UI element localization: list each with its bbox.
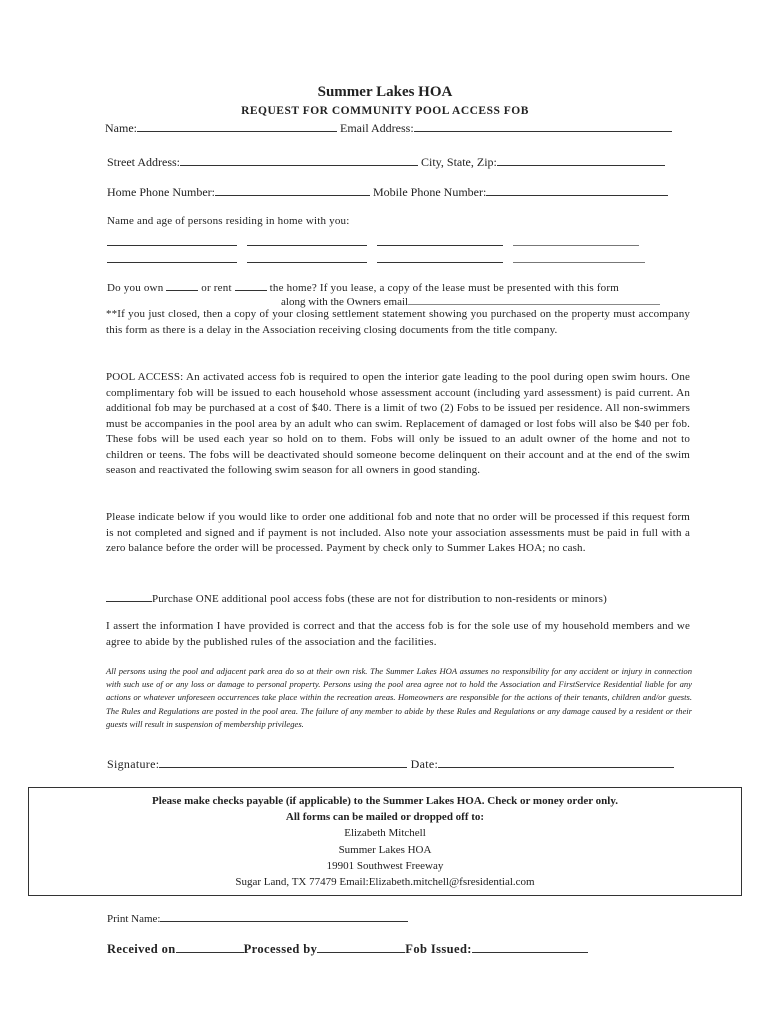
fob-issued-field[interactable] — [472, 940, 588, 953]
rent-field[interactable] — [235, 278, 267, 291]
date-field[interactable] — [438, 755, 674, 768]
address-row — [107, 153, 665, 170]
contact-city-email: Sugar Land, TX 77479 Email:Elizabeth.mitchell@fsresidential.com — [235, 876, 535, 889]
signature-field[interactable] — [159, 755, 407, 768]
own-label: Do you own — [107, 282, 164, 294]
print-name-row — [107, 909, 408, 925]
city-field[interactable] — [497, 153, 665, 166]
email-field[interactable] — [414, 119, 672, 132]
home-phone-label: Home Phone Number: — [107, 185, 215, 199]
owner-email-row — [281, 292, 660, 308]
resident-field[interactable] — [247, 250, 367, 263]
disclaimer-paragraph: All persons using the pool and adjacent park area do so at their own risk. The Summer Lakes HOA assumes no responsibility for any accident or injury in connection with such use of or any loss or damage to personal property. Persons using the pool area agree not to hold the Association and FirstService Residential liable for any actions or whatever unforeseen occurrences take place within the recreation areas. Homeowners are responsible for the actions of their tenants, children and/or guests. The Rules and Regulations are posted in the pool area. The failure of any member to abide by these Rules and Regulations or any damage caused by a resident or their guests will result in suspension of membership privileges. — [106, 666, 692, 729]
street-label: Street Address: — [107, 155, 180, 169]
mail-instructions: All forms can be mailed or dropped off to: — [285, 811, 485, 824]
signature-row — [107, 755, 674, 772]
order-note-paragraph: Please indicate below if you would like to order one additional fob and note that no order will be processed if this request form is not completed and signed and if payment is not included. Also note your association assessments must be paid in full with a zero balance before the order will be processed. Payment by check only to Summer Lakes HOA; no cash. — [106, 511, 690, 554]
resident-field[interactable] — [513, 250, 645, 263]
name-label: Name: — [105, 121, 137, 135]
street-field[interactable] — [180, 153, 418, 166]
date-label: Date: — [410, 757, 439, 771]
resident-field[interactable] — [107, 250, 237, 263]
city-label: City, State, Zip: — [421, 155, 497, 169]
residents-lines — [107, 233, 647, 264]
owner-email-label: along with the Owners email — [281, 296, 409, 308]
resident-field[interactable] — [513, 233, 639, 246]
purchase-option-row — [106, 589, 607, 605]
purchase-quantity-field[interactable] — [106, 589, 152, 602]
processed-field[interactable] — [317, 940, 405, 953]
resident-field[interactable] — [377, 250, 503, 263]
form-title: Summer Lakes HOA — [317, 84, 453, 100]
processed-label: Processed by — [243, 942, 318, 956]
pool-access-paragraph: POOL ACCESS: An activated access fob is required to open the interior gate leading to the pool during open swim hours. One complimentary fob will be issued to each household whose assessment account (including yard assessment) is paid current. An additional fob may be purchased at a cost of $40. There is a limit of two (2) Fobs to be issued per residence. All non-swimmers must be accompanies in the pool area by an adult who can swim. Replacement of damaged or lost fobs will also be $40 per fob. These fobs will be used each year so hold on to them. Fobs will only be issued to an adult owner of the home and not to children or teens. The fobs will be deactivated should someone become delinquent on their account and at the end of the swim season and reactivated the following swim season for all owners in good standing. — [106, 371, 690, 476]
purchase-option-label: Purchase ONE additional pool access fobs (these are not for distribution to non-residents or minors) — [152, 593, 607, 605]
name-row — [105, 119, 672, 136]
contact-street: 19901 Southwest Freeway — [326, 859, 444, 872]
contact-org: Summer Lakes HOA — [338, 843, 432, 856]
print-name-field[interactable] — [160, 909, 408, 922]
signature-label: Signature: — [107, 757, 160, 771]
mobile-phone-field[interactable] — [486, 183, 668, 196]
rent-label: or rent — [201, 282, 232, 294]
resident-field[interactable] — [247, 233, 367, 246]
form-subtitle: REQUEST FOR COMMUNITY POOL ACCESS FOB — [241, 105, 529, 117]
payment-instructions: Please make checks payable (if applicable) to the Summer Lakes HOA. Check or money order only. — [152, 795, 618, 807]
resident-field[interactable] — [107, 233, 237, 246]
residents-label: Name and age of persons residing in home with you: — [107, 215, 350, 227]
print-name-label: Print Name: — [107, 913, 161, 925]
mobile-phone-label: Mobile Phone Number: — [372, 185, 487, 199]
phone-row — [107, 183, 668, 200]
office-use-row — [107, 940, 588, 957]
email-label: Email Address: — [340, 121, 414, 135]
name-field[interactable] — [137, 119, 337, 132]
received-field[interactable] — [176, 940, 244, 953]
own-field[interactable] — [166, 278, 198, 291]
assertion-paragraph: I assert the information I have provided is correct and that the access fob is for the sole use of my household members and we agree to abide by the published rules of the association and the facilities. — [106, 620, 690, 648]
fob-issued-label: Fob Issued: — [405, 942, 472, 956]
mailing-info-box — [28, 787, 742, 896]
closing-note: **If you just closed, then a copy of your closing settlement statement showing you purchased on the property must accompany this form as there is a delay in the Association receiving closing documents from the title company. — [106, 308, 690, 336]
lease-note: the home? If you lease, a copy of the lease must be presented with this form — [269, 282, 619, 294]
owner-email-field[interactable] — [408, 292, 660, 305]
home-phone-field[interactable] — [215, 183, 370, 196]
contact-name: Elizabeth Mitchell — [344, 827, 426, 840]
resident-field[interactable] — [377, 233, 503, 246]
received-label: Received on — [107, 942, 176, 956]
